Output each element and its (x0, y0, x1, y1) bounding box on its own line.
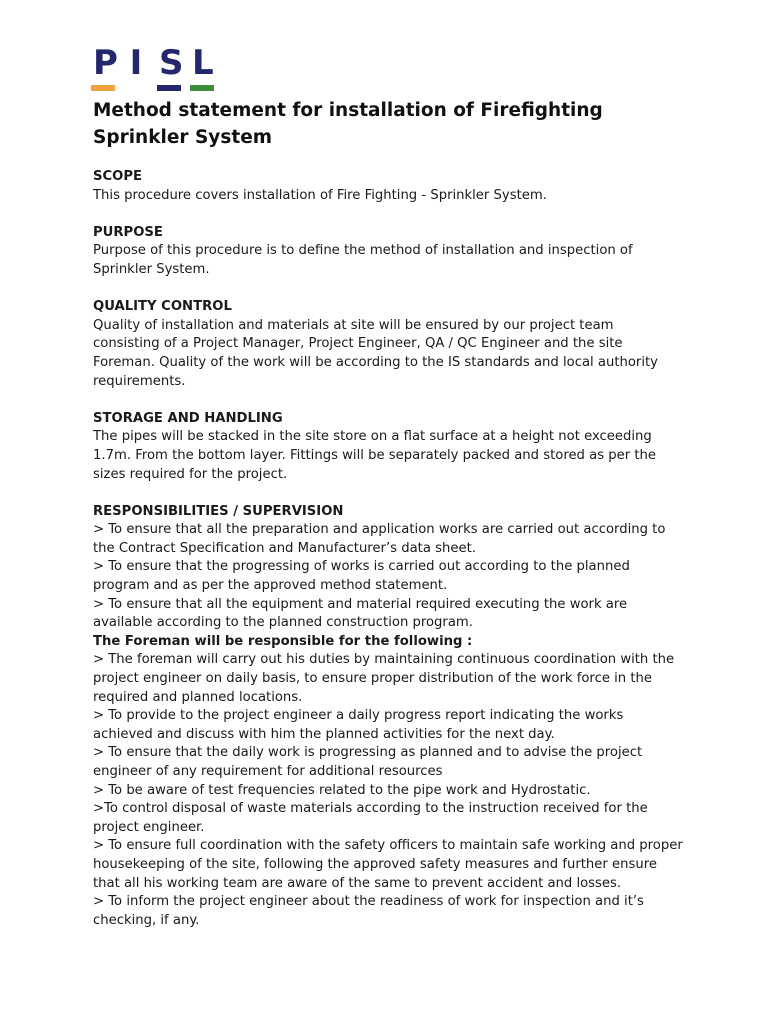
logo-letter-i: I (129, 43, 143, 83)
list-item: > To ensure that the daily work is progressing as planned and to advise the project engineer of any requirement for additional resources (93, 745, 643, 779)
list-item: > To inform the project engineer about the readiness of work for inspection and it’s checking, if any. (93, 894, 644, 928)
list-item: > To ensure that all the preparation and application works are carried out according to the Contract Specification and Manufacturer’s data sheet. (93, 522, 666, 556)
logo-bar-navy (157, 85, 181, 91)
section-paragraph: Purpose of this procedure is to define the method of installation and inspection of Sprinkler System. (93, 243, 633, 277)
foreman-subheading: The Foreman will be responsible for the following : (93, 633, 473, 649)
section-heading: RESPONSIBILITIES / SUPERVISION (93, 503, 344, 519)
section-paragraph: Quality of installation and materials at site will be ensured by our project team consisting of a Project Manager, Project Engineer, QA / QC Engineer and the site Foreman. Quality of the work will be according to the IS standards and local authority requirements. (93, 317, 658, 389)
list-item: > To ensure that the progressing of works is carried out according to the planned program and as per the approved method statement. (93, 559, 630, 594)
logo-letter-p: P (93, 45, 113, 81)
section-purpose (93, 224, 683, 280)
list-item: >To control disposal of waste materials according to the instruction received for the project engineer. (93, 801, 648, 835)
list-item: > To ensure that all the equipment and material required executing the work are available according to the planned construction program. (93, 596, 628, 631)
list-item: > The foreman will carry out his duties by maintaining continuous coordination with the project engineer on daily basis, to ensure proper distribution of the work force in the required and planned locations. (93, 652, 675, 705)
section-paragraph: This procedure covers installation of Fire Fighting - Sprinkler System. (93, 187, 547, 203)
logo-letter-s: S (159, 45, 179, 81)
list-item: > To ensure full coordination with the safety officers to maintain safe working and proper housekeeping of the site, following the approved safety measures and further ensure that all his working team are aware of the same to prevent accident and losses. (93, 838, 683, 891)
document-title: Method statement for installation of Firefighting Sprinkler System (93, 100, 603, 148)
section-heading: STORAGE AND HANDLING (93, 410, 283, 426)
section-heading: SCOPE (93, 169, 143, 184)
logo-bar-green (190, 85, 214, 91)
section-scope (93, 168, 683, 205)
logo-letter-l: L (192, 45, 212, 81)
list-item: > To provide to the project engineer a daily progress report indicating the works achieved and discuss with him the planned activities for the next day. (93, 708, 624, 742)
logo-bar-orange (91, 85, 115, 91)
section-paragraph: The pipes will be stacked in the site store on a flat surface at a height not exceeding 1.7m. From the bottom layer. Fittings will be separately packed and stored as per the sizes required for the project. (93, 429, 657, 482)
section-heading: QUALITY CONTROL (93, 299, 232, 315)
section-heading: PURPOSE (93, 224, 163, 240)
document-body (93, 168, 683, 949)
section-responsibilities (93, 503, 683, 931)
list-item: > To be aware of test frequencies related to the pipe work and Hydrostatic. (93, 782, 591, 798)
section-quality-control (93, 298, 683, 391)
section-storage-handling (93, 410, 683, 484)
pisl-logo (93, 45, 223, 95)
